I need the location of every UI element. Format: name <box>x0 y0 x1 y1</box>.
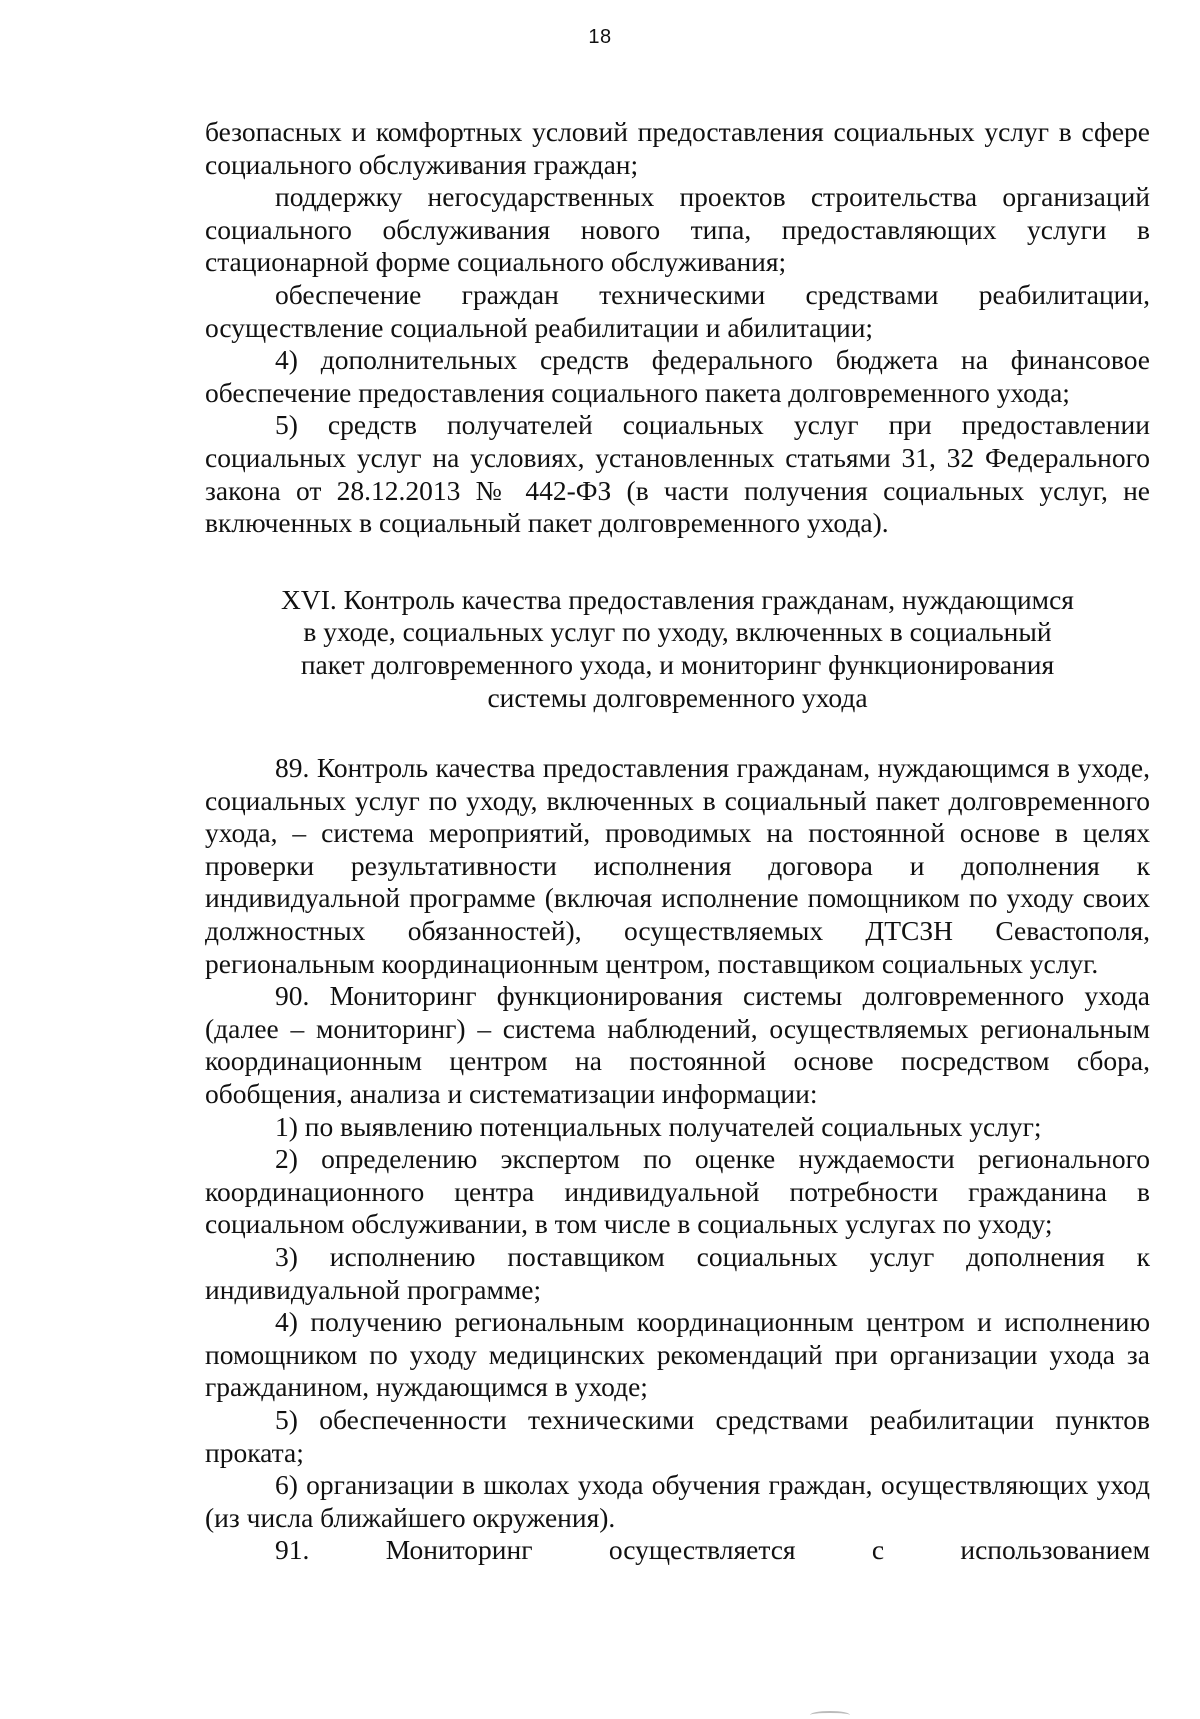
section-heading-line: системы долговременного ухода <box>487 681 868 713</box>
page-number: 18 <box>588 26 612 48</box>
paragraph-nongovernment-projects: поддержку негосударственных проектов строительства организаций социального обслуживания нового типа, предоставляющих услуги в стационарной форме социального обслуживания; <box>205 181 1150 278</box>
list-item-6: 6) организации в школах ухода обучения граждан, осуществляющих уход (из числа ближайшего окружения). <box>205 1469 1150 1533</box>
paragraph-continued: безопасных и комфортных условий предоставления социальных услуг в сфере социального обслуживания граждан; <box>205 116 1150 180</box>
paragraph-90-monitoring: 90. Мониторинг функционирования системы долговременного ухода (далее – мониторинг) – система наблюдений, осуществляемых региональным координационным центром на постоянной основе посредством сбора, обобщения, анализа и систематизации информации: <box>205 980 1150 1110</box>
paragraph-item-4-federal-funds: 4) дополнительных средств федерального бюджета на финансовое обеспечение предоставления социального пакета долговременного ухода; <box>205 344 1150 408</box>
paragraph-89-quality-control: 89. Контроль качества предоставления гражданам, нуждающимся в уходе, социальных услуг по уходу, включенных в социальный пакет долговременного ухода, – система мероприятий, проводимых на постоянной основе в целях проверки результативности исполнения договора и дополнения к индивидуальной программе (включая исполнение помощником по уходу своих должностных обязанностей), осуществляемых ДТСЗН Севастополя, региональным координационным центром, поставщиком социальных услуг. <box>205 752 1150 979</box>
document-body <box>205 116 1150 1567</box>
paragraph-item-5-recipient-funds: 5) средств получателей социальных услуг при предоставлении социальных услуг на условиях, установленных статьями 31, 32 Федерального закона от 28.12.2013 № 442-ФЗ (в части получения социальных услуг, не включенных в социальный пакет долговременного ухода). <box>205 409 1150 539</box>
list-item-2: 2) определению экспертом по оценке нуждаемости регионального координационного центра индивидуальной потребности гражданина в социальном обслуживании, в том числе в социальных услугах по уходу; <box>205 1143 1150 1240</box>
list-item-5: 5) обеспеченности техническими средствами реабилитации пунктов проката; <box>205 1403 1150 1468</box>
list-item-1: 1) по выявлению потенциальных получателей социальных услуг; <box>275 1110 1042 1142</box>
paragraph-rehabilitation-means: обеспечение граждан техническими средствами реабилитации, осуществление социальной реабилитации и абилитации; <box>205 278 1150 343</box>
section-heading-line: в уходе, социальных услуг по уходу, включенных в социальный <box>303 616 1052 648</box>
paragraph-91-monitoring-start: 91. Мониторинг осуществляется с использованием <box>275 1534 1150 1566</box>
list-item-3: 3) исполнению поставщиком социальных услуг дополнения к индивидуальной программе; <box>205 1241 1150 1305</box>
section-heading-line: XVI. Контроль качества предоставления гражданам, нуждающимся <box>281 583 1074 615</box>
section-heading-line: пакет долговременного ухода, и мониторинг функционирования <box>300 648 1055 680</box>
list-item-4: 4) получению региональным координационным центром и исполнению помощником по уходу медицинских рекомендаций при организации ухода за гражданином, нуждающимся в уходе; <box>205 1306 1150 1403</box>
section-heading-xvi <box>205 584 1150 714</box>
scan-mark <box>810 1711 850 1719</box>
